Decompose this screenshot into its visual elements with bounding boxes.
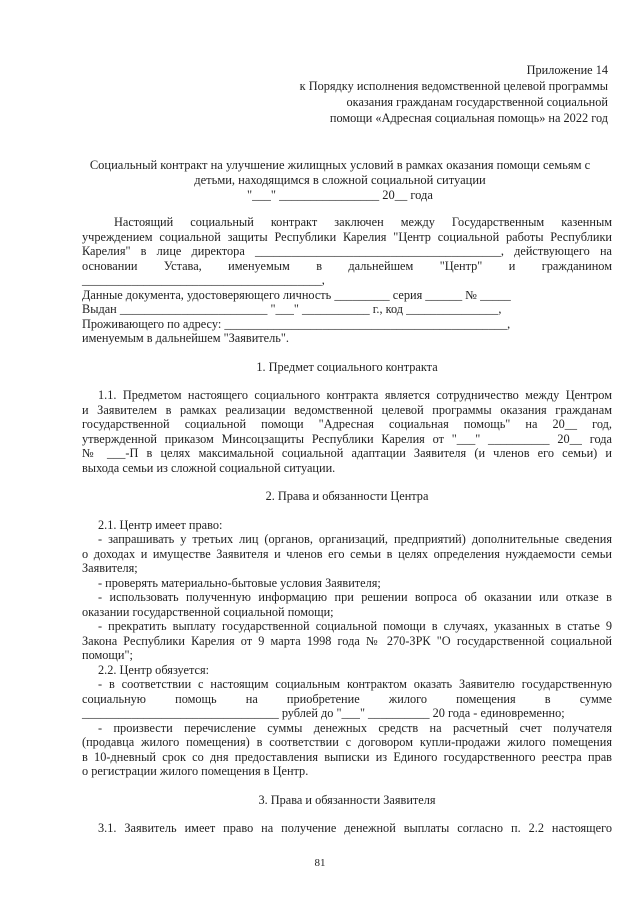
right-item: Закона Республики Карелия от 9 марта 1998 года № 270-ЗРК "О государственной социальной (82, 633, 612, 648)
obligation-item: (продавца жилого помещения) в соответствии с договором купли-продажи жилого помещения (82, 735, 612, 749)
title-line: Социальный контракт на улучшение жилищных условий в рамках оказания помощи семьям с (89, 158, 591, 172)
section1-line: выхода семьи из сложной социальной ситуации. (82, 460, 336, 475)
right-item: оказании государственной социальной помощи; (82, 604, 334, 619)
intro-line: учреждением социальной защиты Республики Карелия "Центр социальной работы Республики (82, 229, 612, 244)
appendix-header (268, 62, 608, 126)
intro-line: _______________________________________, (82, 273, 325, 287)
intro-line: Настоящий социальный контракт заключен между Государственным казенным (114, 215, 612, 229)
issued-line: Выдан ________________________ "___" ___________ г., код _______________, (82, 302, 502, 316)
section1-line: 1.1. Предметом настоящего социального контракта является сотрудничество между Центром (98, 388, 612, 402)
obligation-item: в 10-дневный срок со дня предоставления выписки из Единого государственного реестра прав (82, 749, 612, 764)
appendix-line: оказания гражданам государственной социальной (346, 95, 608, 109)
section1-line: государственной социальной помощи "Адресная социальная помощь" на 20__ год, (82, 417, 612, 431)
contract-body (82, 215, 612, 836)
title-line: детьми, находящимся в сложной социальной ситуации (194, 173, 486, 187)
page-number: 81 (314, 857, 326, 869)
right-item: - использовать полученную информацию при решении вопроса об оказании или отказе в (98, 590, 612, 604)
contract-title (80, 158, 600, 203)
intro-line: именуемым в дальнейшем "Заявитель". (82, 331, 289, 345)
section1-line: и Заявителем в рамках реализации ведомственной целевой программы оказания гражданам (82, 402, 612, 417)
address-line: Проживающего по адресу: ______________________________________________, (82, 316, 511, 331)
title-date: "___" ________________ 20__ года (247, 188, 433, 202)
right-item: Заявителя; (82, 561, 138, 575)
right-item: - прекратить выплату государственной социальной помощи в случаях, указанных в статье 9 (98, 619, 612, 633)
obligation-item: - в соответствии с настоящим социальным контрактом оказать Заявителю государственную (98, 677, 612, 691)
section-heading-2: 2. Права и обязанности Центра (265, 489, 429, 503)
obligation-item: ________________________________ рублей до "___" __________ 20 года - единовременно; (82, 706, 565, 720)
section3-line: 3.1. Заявитель имеет право на получение денежной выплаты согласно п. 2.2 настоящего (98, 821, 612, 835)
section-heading-1: 1. Предмет социального контракта (256, 359, 438, 374)
clause-2-1: 2.1. Центр имеет право: (98, 517, 223, 532)
right-item: помощи"; (82, 648, 133, 662)
right-item: о доходах и имуществе Заявителя и членов его семьи в целях определения нуждаемости семьи (82, 546, 612, 561)
obligation-item: - произвести перечисление суммы денежных средств на расчетный счет получателя (98, 720, 612, 735)
right-item: - проверять материально-бытовые условия Заявителя; (98, 575, 381, 590)
obligation-item: социальную помощь на приобретение жилого помещения в сумме (82, 691, 612, 706)
section1-line: № ___-П в целях максимальной социальной адаптации Заявителя (и членов его семьи) и (82, 446, 612, 460)
intro-line: Карелия" в лице директора ________________________________________, действующего на (82, 244, 612, 258)
appendix-number: Приложение 14 (526, 63, 608, 77)
document-details-line: Данные документа, удостоверяющего личность _________ серия ______ № _____ (82, 287, 511, 302)
section-heading-3: 3. Права и обязанности Заявителя (258, 792, 436, 807)
appendix-line: помощи «Адресная социальная помощь» на 2022 год (329, 111, 608, 125)
appendix-line: к Порядку исполнения ведомственной целевой программы (299, 79, 608, 93)
right-item: - запрашивать у третьих лиц (органов, организаций, предприятий) дополнительные сведения (98, 532, 612, 546)
intro-line: основании Устава, именуемым в дальнейшем "Центр" и гражданином (82, 258, 612, 273)
section1-line: утвержденной приказом Минсоцзащиты Республики Карелия от "___" __________ 20__ года (82, 431, 612, 446)
clause-2-2: 2.2. Центр обязуется: (98, 662, 210, 677)
obligation-item: о регистрации жилого помещения в Центр. (82, 764, 309, 778)
